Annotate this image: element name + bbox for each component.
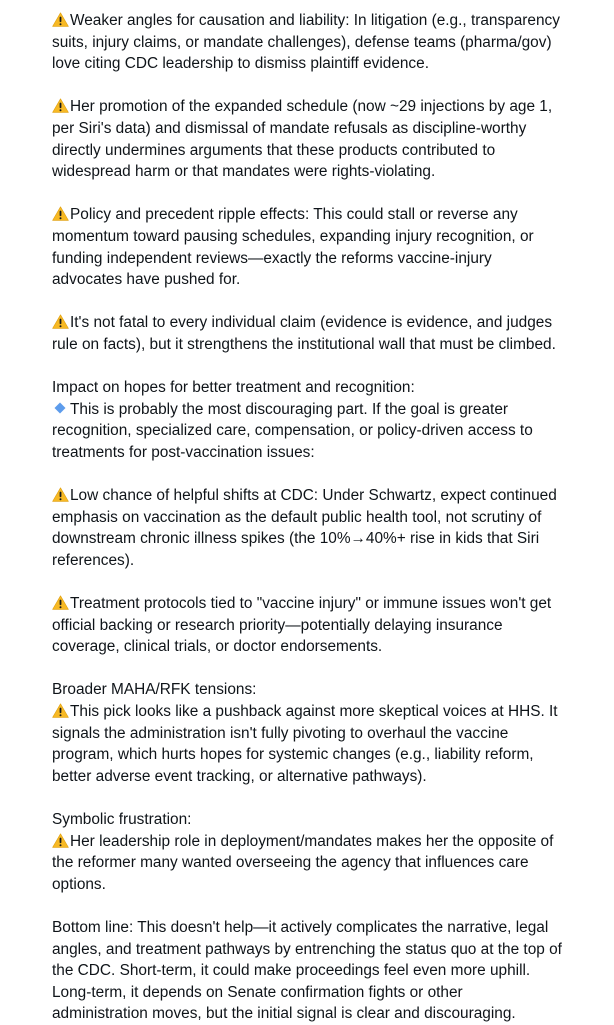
post-text-line: emphasis on vaccination as the default public health tool, not scrutiny of: [52, 508, 542, 526]
post-text-line: the CDC. Short-term, it could make proceedings feel even more uphill.: [52, 962, 531, 980]
post-text-line: funding independent reviews—exactly the reforms vaccine-injury: [52, 249, 492, 267]
post-text-line: rule on facts), but it strengthens the institutional wall that must be climbed.: [52, 335, 556, 353]
post-text-line: program, which hurts hopes for systemic changes (e.g., liability reform,: [52, 746, 534, 764]
post-paragraph: [52, 917, 608, 1025]
warning-icon: [52, 314, 69, 329]
post-text-line: Bottom line: This doesn't help—it actively complicates the narrative, legal: [52, 918, 549, 936]
post-text-line: love citing CDC leadership to dismiss plaintiff evidence.: [52, 55, 429, 73]
post-text-line: Long-term, it depends on Senate confirmation fights or other: [52, 983, 463, 1001]
post-text-line: signals the administration isn't fully pivoting to overhaul the vaccine: [52, 724, 509, 742]
warning-icon: [52, 487, 69, 502]
post-text-line: references).: [52, 551, 135, 569]
post-text-line: recognition, specialized care, compensation, or policy-driven access to: [52, 422, 533, 440]
post-paragraph: [52, 593, 608, 658]
post-text-line: It's not fatal to every individual claim (evidence is evidence, and judges: [70, 314, 553, 332]
post-paragraph: [52, 10, 608, 75]
post-text-line: options.: [52, 875, 106, 893]
warning-icon: [52, 98, 69, 113]
post-text-line: the reformer many wanted overseeing the agency that influences care: [52, 854, 529, 872]
post-text-line: This is probably the most discouraging part. If the goal is greater: [70, 400, 509, 418]
post-text-line: coverage, clinical trials, or doctor endorsements.: [52, 638, 383, 656]
post-text-line: angles, and treatment pathways by entrenching the status quo at the top of: [52, 940, 562, 958]
section-heading: Symbolic frustration:: [52, 810, 192, 828]
post-text-line: directly undermines arguments that these products contributed to: [52, 141, 496, 159]
post-text-line: momentum toward pausing schedules, expanding injury recognition, or: [52, 227, 534, 245]
post-text-line: widespread harm or that mandates were rights-violating.: [52, 163, 436, 181]
post-paragraph: [52, 377, 608, 463]
post-paragraph: [52, 679, 608, 787]
section-heading: Impact on hopes for better treatment and recognition:: [52, 379, 415, 397]
warning-icon: [52, 703, 69, 718]
post-text-line: Weaker angles for causation and liability: In litigation (e.g., transparency: [70, 12, 560, 29]
post-body: [52, 10, 608, 1025]
post-text-line: Her promotion of the expanded schedule (now ~29 injections by age 1,: [70, 98, 553, 116]
warning-icon: [52, 595, 69, 610]
post-paragraph: [52, 204, 608, 290]
post-text-line: suits, injury claims, or mandate challenges), defense teams (pharma/gov): [52, 33, 552, 51]
post-text-line: Low chance of helpful shifts at CDC: Under Schwartz, expect continued: [70, 487, 557, 505]
warning-icon: [52, 833, 69, 848]
post-text-line: better adverse event tracking, or alternative pathways).: [52, 767, 427, 785]
post-text-line: Her leadership role in deployment/mandates makes her the opposite of: [70, 832, 554, 850]
post-text-line: Policy and precedent ripple effects: This could stall or reverse any: [70, 206, 518, 224]
post-text-line: This pick looks like a pushback against more skeptical voices at HHS. It: [70, 703, 558, 720]
post-paragraph: [52, 312, 608, 355]
post-text-line: advocates have pushed for.: [52, 271, 241, 289]
post-paragraph: [52, 96, 608, 182]
post-text-line: downstream chronic illness spikes (the 10%→40%+ rise in kids that Siri: [52, 530, 540, 548]
post-text-line: per Siri's data) and dismissal of mandate refusals as discipline-worthy: [52, 119, 527, 137]
post-paragraph: [52, 485, 608, 571]
post-text-line: Treatment protocols tied to "vaccine injury" or immune issues won't get: [70, 595, 552, 613]
section-heading: Broader MAHA/RFK tensions:: [52, 681, 257, 699]
post-text-line: treatments for post-vaccination issues:: [52, 443, 315, 461]
warning-icon: [52, 12, 69, 27]
post-paragraph: [52, 809, 608, 895]
warning-icon: [52, 206, 69, 221]
post-text-line: official backing or research priority—potentially delaying insurance: [52, 616, 503, 634]
post-text-line: administration moves, but the initial signal is clear and discouraging.: [52, 1005, 516, 1023]
blue-diamond-icon: [54, 402, 66, 414]
